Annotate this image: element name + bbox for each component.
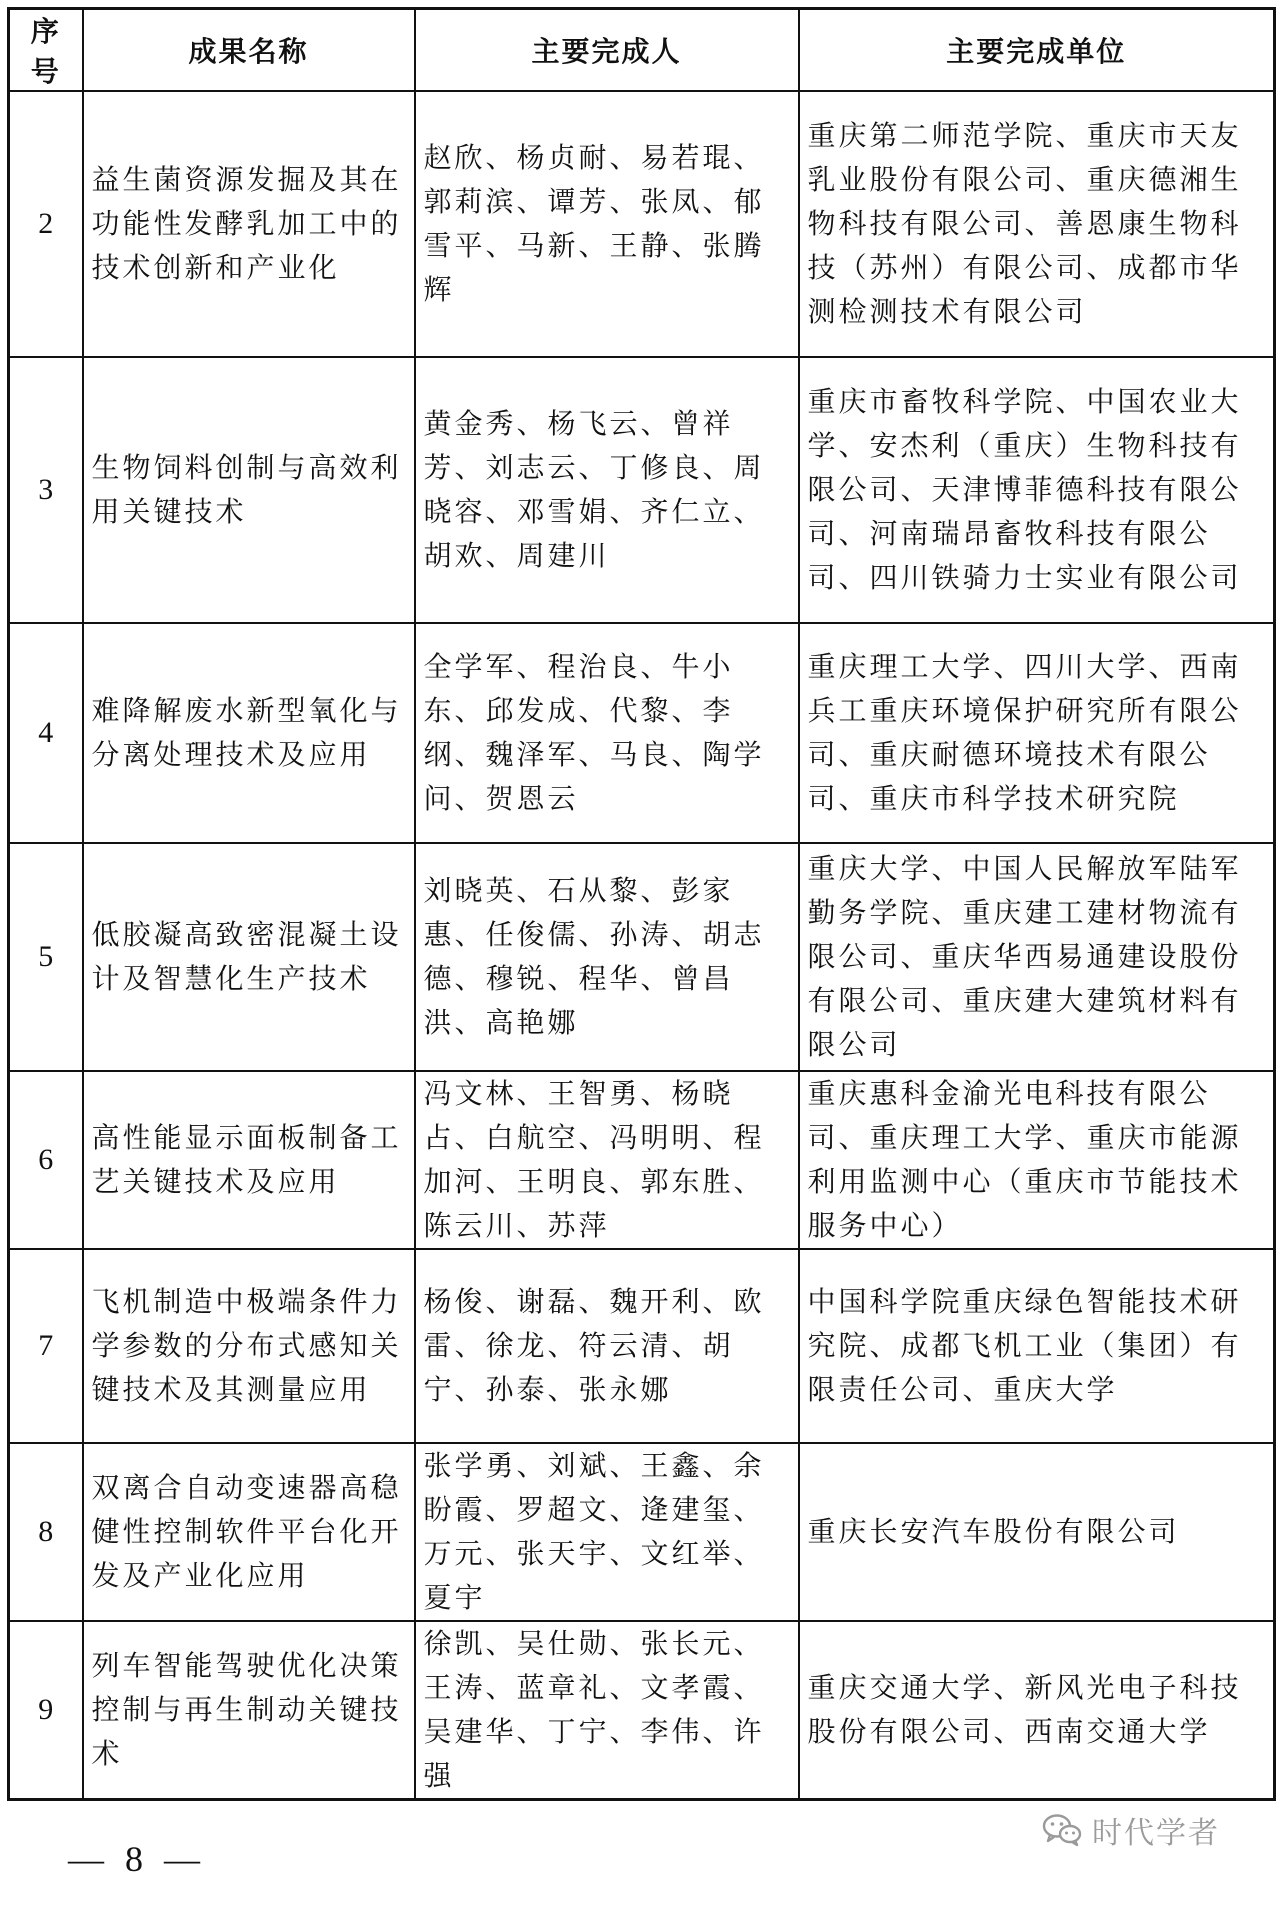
wechat-icon (1042, 1813, 1082, 1847)
table-header-row (9, 9, 1275, 92)
achievement-name: 列车智能驾驶优化决策控制与再生制动关键技术 (83, 1621, 415, 1800)
row-number: 3 (9, 357, 83, 623)
table-row (9, 1071, 1275, 1249)
main-contributors: 徐凯、吴仕勋、张长元、王涛、蓝章礼、文孝霞、吴建华、丁宁、李伟、许强 (415, 1621, 799, 1800)
main-contributors: 冯文林、王智勇、杨晓占、白航空、冯明明、程加河、王明良、郭东胜、陈云川、苏萍 (415, 1071, 799, 1249)
table-row (9, 1621, 1275, 1800)
main-units: 重庆惠科金渝光电科技有限公司、重庆理工大学、重庆市能源利用监测中心（重庆市节能技术服务中心） (799, 1071, 1275, 1249)
row-number: 4 (9, 623, 83, 843)
row-number: 8 (9, 1443, 83, 1621)
main-units: 重庆长安汽车股份有限公司 (799, 1443, 1275, 1621)
main-contributors: 杨俊、谢磊、魏开利、欧雷、徐龙、符云清、胡宁、孙泰、张永娜 (415, 1249, 799, 1443)
achievement-name: 双离合自动变速器高稳健性控制软件平台化开发及产业化应用 (83, 1443, 415, 1621)
header-name: 成果名称 (83, 9, 415, 92)
table-row (9, 1443, 1275, 1621)
main-contributors: 张学勇、刘斌、王鑫、余盼霞、罗超文、逄建玺、万元、张天宇、文红举、夏宇 (415, 1443, 799, 1621)
main-units: 重庆市畜牧科学院、中国农业大学、安杰利（重庆）生物科技有限公司、天津博菲德科技有限公司、河南瑞昂畜牧科技有限公司、四川铁骑力士实业有限公司 (799, 357, 1275, 623)
achievement-name: 生物饲料创制与高效利用关键技术 (83, 357, 415, 623)
main-contributors: 刘晓英、石从黎、彭家惠、任俊儒、孙涛、胡志德、穆锐、程华、曾昌洪、高艳娜 (415, 843, 799, 1071)
main-units: 重庆交通大学、新风光电子科技股份有限公司、西南交通大学 (799, 1621, 1275, 1800)
main-units: 中国科学院重庆绿色智能技术研究院、成都飞机工业（集团）有限责任公司、重庆大学 (799, 1249, 1275, 1443)
row-number: 6 (9, 1071, 83, 1249)
header-no: 序号 (9, 9, 83, 92)
achievement-name: 益生菌资源发掘及其在功能性发酵乳加工中的技术创新和产业化 (83, 91, 415, 357)
table-row (9, 843, 1275, 1071)
row-number: 5 (9, 843, 83, 1071)
row-number: 7 (9, 1249, 83, 1443)
page-number: — 8 — (68, 1839, 206, 1879)
watermark (1042, 1808, 1220, 1852)
table-row (9, 1249, 1275, 1443)
main-units: 重庆第二师范学院、重庆市天友乳业股份有限公司、重庆德湘生物科技有限公司、善恩康生物科技（苏州）有限公司、成都市华测检测技术有限公司 (799, 91, 1275, 357)
table-row (9, 357, 1275, 623)
achievement-name: 飞机制造中极端条件力学参数的分布式感知关键技术及其测量应用 (83, 1249, 415, 1443)
main-units: 重庆大学、中国人民解放军陆军勤务学院、重庆建工建材物流有限公司、重庆华西易通建设股份有限公司、重庆建大建筑材料有限公司 (799, 843, 1275, 1071)
header-people: 主要完成人 (415, 9, 799, 92)
row-number: 9 (9, 1621, 83, 1800)
main-contributors: 赵欣、杨贞耐、易若琨、郭莉滨、谭芳、张凤、郁雪平、马新、王静、张腾辉 (415, 91, 799, 357)
table-row (9, 91, 1275, 357)
achievement-name: 难降解废水新型氧化与分离处理技术及应用 (83, 623, 415, 843)
header-units: 主要完成单位 (799, 9, 1275, 92)
table-row (9, 623, 1275, 843)
main-contributors: 黄金秀、杨飞云、曾祥芳、刘志云、丁修良、周晓容、邓雪娟、齐仁立、胡欢、周建川 (415, 357, 799, 623)
main-contributors: 全学军、程治良、牛小东、邱发成、代黎、李纲、魏泽军、马良、陶学问、贺恩云 (415, 623, 799, 843)
achievements-table (7, 7, 1276, 1801)
achievement-name: 低胶凝高致密混凝土设计及智慧化生产技术 (83, 843, 415, 1071)
row-number: 2 (9, 91, 83, 357)
main-units: 重庆理工大学、四川大学、西南兵工重庆环境保护研究所有限公司、重庆耐德环境技术有限公司、重庆市科学技术研究院 (799, 623, 1275, 843)
watermark-text: 时代学者 (1092, 1816, 1220, 1851)
achievement-name: 高性能显示面板制备工艺关键技术及应用 (83, 1071, 415, 1249)
